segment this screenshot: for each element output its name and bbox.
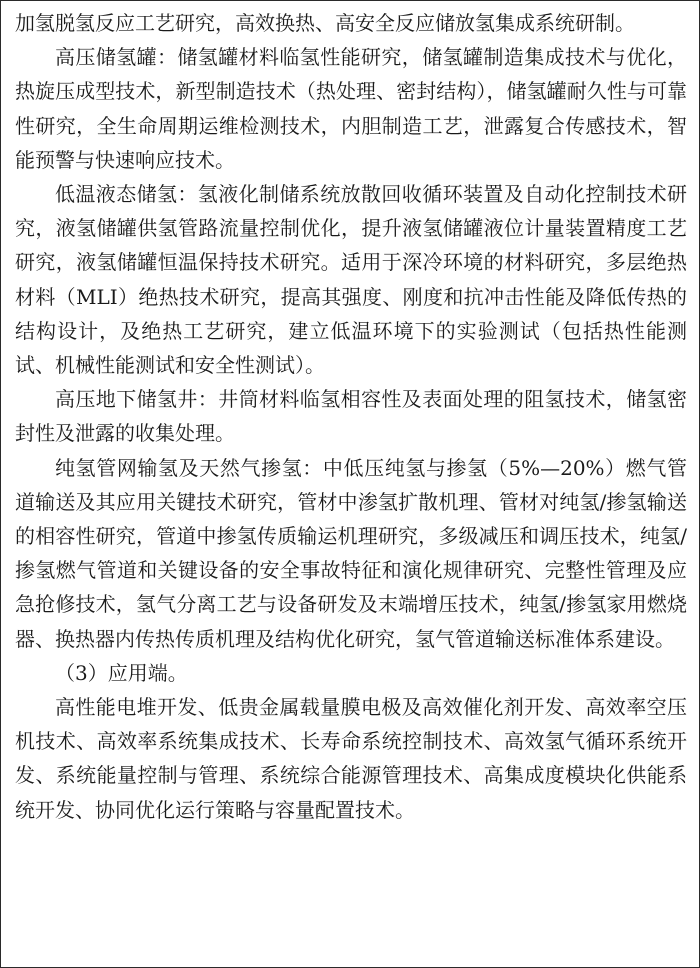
paragraph-underground-well: 高压地下储氢井：井筒材料临氢相容性及表面处理的阻氢技术，储氢密封性及泄露的收集处理。 <box>15 387 687 446</box>
paragraph-pipeline: 纯氢管网输氢及天然气掺氢：中低压纯氢与掺氢（5%—20%）燃气管道输送及其应用关键技术研究，管材中渗氢扩散机理、管材对纯氢/掺氢输送的相容性研究，管道中掺氢传质输运机理研究，多级减压和调压技术，纯氢/掺氢燃气管道和关键设备的安全事故特征和演化规律研究、完整性管理及应急抢修技术，氢气分离工艺与设备研发及末端增压技术，纯氢/掺氢家用燃烧器、换热器内传热传质机理及结构优化研究，氢气管道输送标准体系建设。 <box>15 455 687 651</box>
paragraph-high-pressure-tank: 高压储氢罐：储氢罐材料临氢性能研究，储氢罐制造集成技术与优化，热旋压成型技术，新型制造技术（热处理、密封结构），储氢罐耐久性与可靠性研究，全生命周期运维检测技术，内胆制造工艺，泄露复合传感技术，智能预警与快速响应技术。 <box>15 45 687 172</box>
document-body <box>15 6 687 827</box>
paragraph-application: 高性能电堆开发、低贵金属载量膜电极及高效催化剂开发、高效率空压机技术、高效率系统集成技术、长寿命系统控制技术、高效氢气循环系统开发、系统能量控制与管理、系统综合能源管理技术、高集成度模块化供能系统开发、协同优化运行策略与容量配置技术。 <box>15 695 687 822</box>
section-heading-application: （3）应用端。 <box>55 660 188 685</box>
paragraph-cryogenic-liquid: 低温液态储氢：氢液化制储系统放散回收循环装置及自动化控制技术研究，液氢储罐供氢管路流量控制优化，提升液氢储罐液位计量装置精度工艺研究，液氢储罐恒温保持技术研究。适用于深冷环境的材料研究，多层绝热材料（MLI）绝热技术研究，提高其强度、刚度和抗冲击性能及降低传热的结构设计，及绝热工艺研究，建立低温环境下的实验测试（包括热性能测试、机械性能测试和安全性测试）。 <box>15 182 687 378</box>
paragraph-intro-tail: 加氢脱氢反应工艺研究，高效换热、高安全反应储放氢集成系统研制。 <box>15 11 635 35</box>
